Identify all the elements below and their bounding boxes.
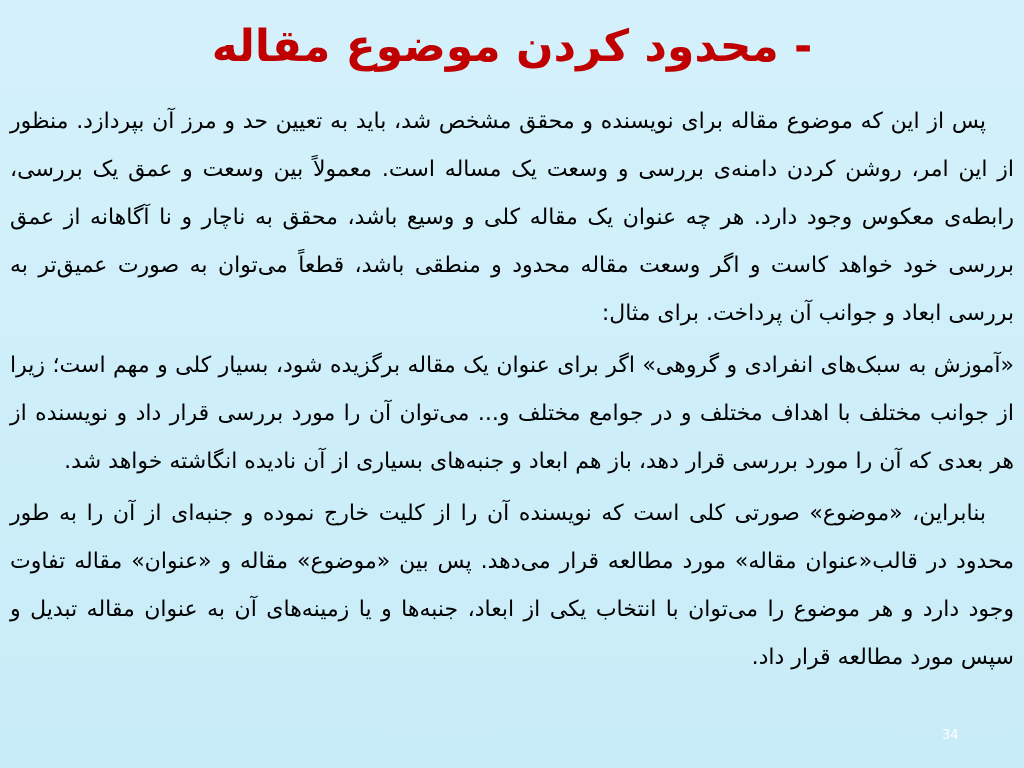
paragraph-1: پس از این که موضوع مقاله برای نویسنده و محقق مشخص شد، باید به تعیین حد و مرز آن بپردازد. منظور از این امر، روشن کردن دامنه‌ی بررسی و وسعت یک مساله است. معمولاً بین وسعت و عمق یک بررسی، رابطه‌ی معکوس وجود دارد. هر چه عنوان یک مقاله کلی و وسیع باشد، محقق به ناچار و نا آگاهانه از عمق بررسی خود خواهد کاست و اگر وسعت مقاله محدود و منطقی باشد، قطعاً می‌توان به صورت عمیق‌تر به بررسی ابعاد و جوانب آن پرداخت. برای مثال: xyxy=(10,109,1014,326)
page-number: 34 xyxy=(942,728,959,743)
paragraph-2: «آموزش به سبک‌های انفرادی و گروهی» اگر برای عنوان یک مقاله برگزیده شود، بسیار کلی و مهم است؛ زیرا از جوانب مختلف با اهداف مختلف و در جوامع مختلف و... می‌توان آن را مورد بررسی قرار داد و نویسنده از هر بعدی که آن را مورد بررسی قرار دهد، باز هم ابعاد و جنبه‌های بسیاری از آن نادیده انگاشته خواهد شد. xyxy=(10,353,1014,474)
paragraph-3: بنابراین، «موضوع» صورتی کلی است که نویسنده آن را از کلیت خارج نموده و جنبه‌ای از آن را به طور محدود در قالب«عنوان مقاله» مورد مطالعه قرار می‌دهد. پس بین «موضوع» مقاله و «عنوان» مقاله تفاوت وجود دارد و هر موضوع را می‌توان با انتخاب یکی از ابعاد، جنبه‌ها و یا زمینه‌های آن به عنوان مقاله تبدیل و سپس مورد مطالعه قرار داد. xyxy=(10,501,1014,670)
slide-body xyxy=(10,98,1014,686)
slide-title: - محدود کردن موضوع مقاله xyxy=(211,21,813,72)
